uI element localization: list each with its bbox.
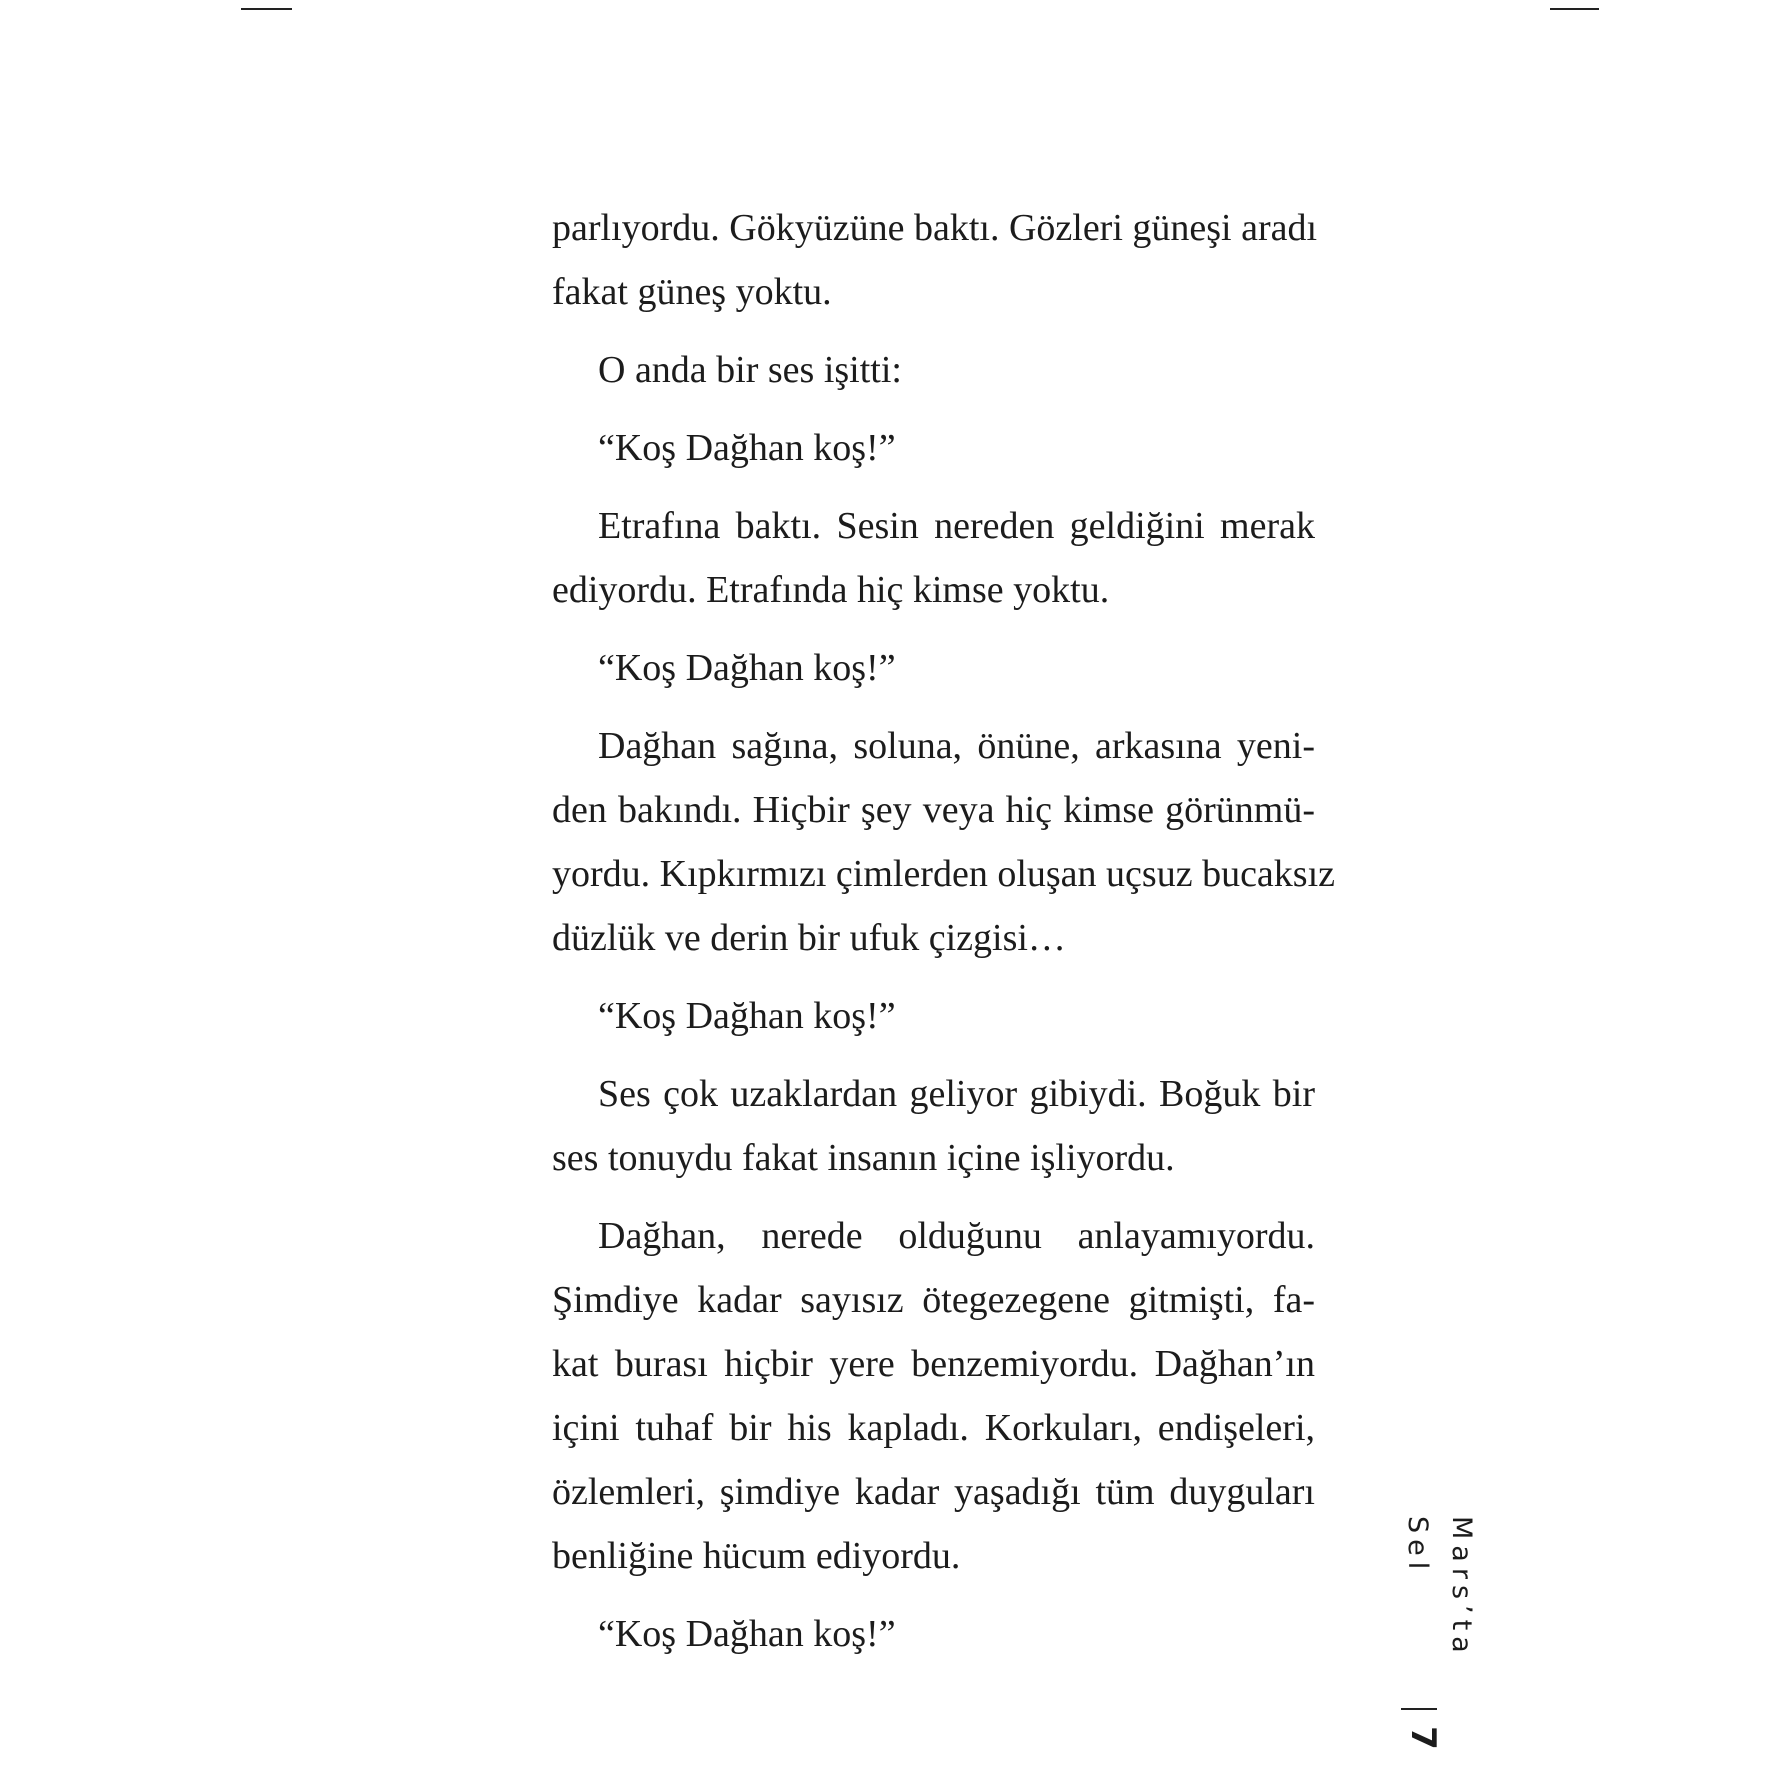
text-line: içini tuhaf bir his kapladı. Korkuları, endişeleri, [552,1407,1315,1449]
text-line: Dağhan sağına, soluna, önüne, arkasına yeni- [598,725,1315,767]
text-line: özlemleri, şimdiye kadar yaşadığı tüm duyguları [552,1471,1315,1513]
running-head [1395,1516,1477,1750]
dialogue-line: “Koş Dağhan koş!” [598,1613,896,1655]
dialogue-line: “Koş Dağhan koş!” [598,427,896,469]
text-line: O anda bir ses işitti: [598,349,902,391]
text-line: yordu. Kıpkırmızı çimlerden oluşan uçsuz bucaksız [552,853,1336,895]
text-line: fakat güneş yoktu. [552,271,832,313]
text-line: Şimdiye kadar sayısız ötegezegene gitmişti, fa- [552,1279,1315,1321]
text-line: düzlük ve derin bir ufuk çizgisi… [552,917,1066,959]
dialogue-line: “Koş Dağhan koş!” [598,995,896,1037]
body-text [552,196,1336,1666]
text-line: ediyordu. Etrafında hiç kimse yoktu. [552,569,1110,611]
running-head-divider [1401,1708,1437,1710]
dialogue-line: “Koş Dağhan koş!” [598,647,896,689]
crop-mark-right [1550,8,1599,10]
text-line: Ses çok uzaklardan geliyor gibiydi. Boğuk bir [598,1073,1315,1115]
page-number: 7 [1403,1726,1443,1750]
text-line: Dağhan, nerede olduğunu anlayamıyordu. [598,1215,1315,1257]
text-line: ses tonuydu fakat insanın içine işliyordu. [552,1137,1175,1179]
text-line: benliğine hücum ediyordu. [552,1535,961,1577]
text-line: kat burası hiçbir yere benzemiyordu. Dağhan’ın [552,1343,1315,1385]
text-line: Etrafına baktı. Sesin nereden geldiğini merak [598,505,1315,547]
crop-mark-left [241,8,292,10]
book-title: Mars’ta Sel [1402,1516,1477,1659]
text-line: parlıyordu. Gökyüzüne baktı. Gözleri güneşi aradı [552,207,1318,249]
text-line: den bakındı. Hiçbir şey veya hiç kimse görünmü- [552,789,1315,831]
